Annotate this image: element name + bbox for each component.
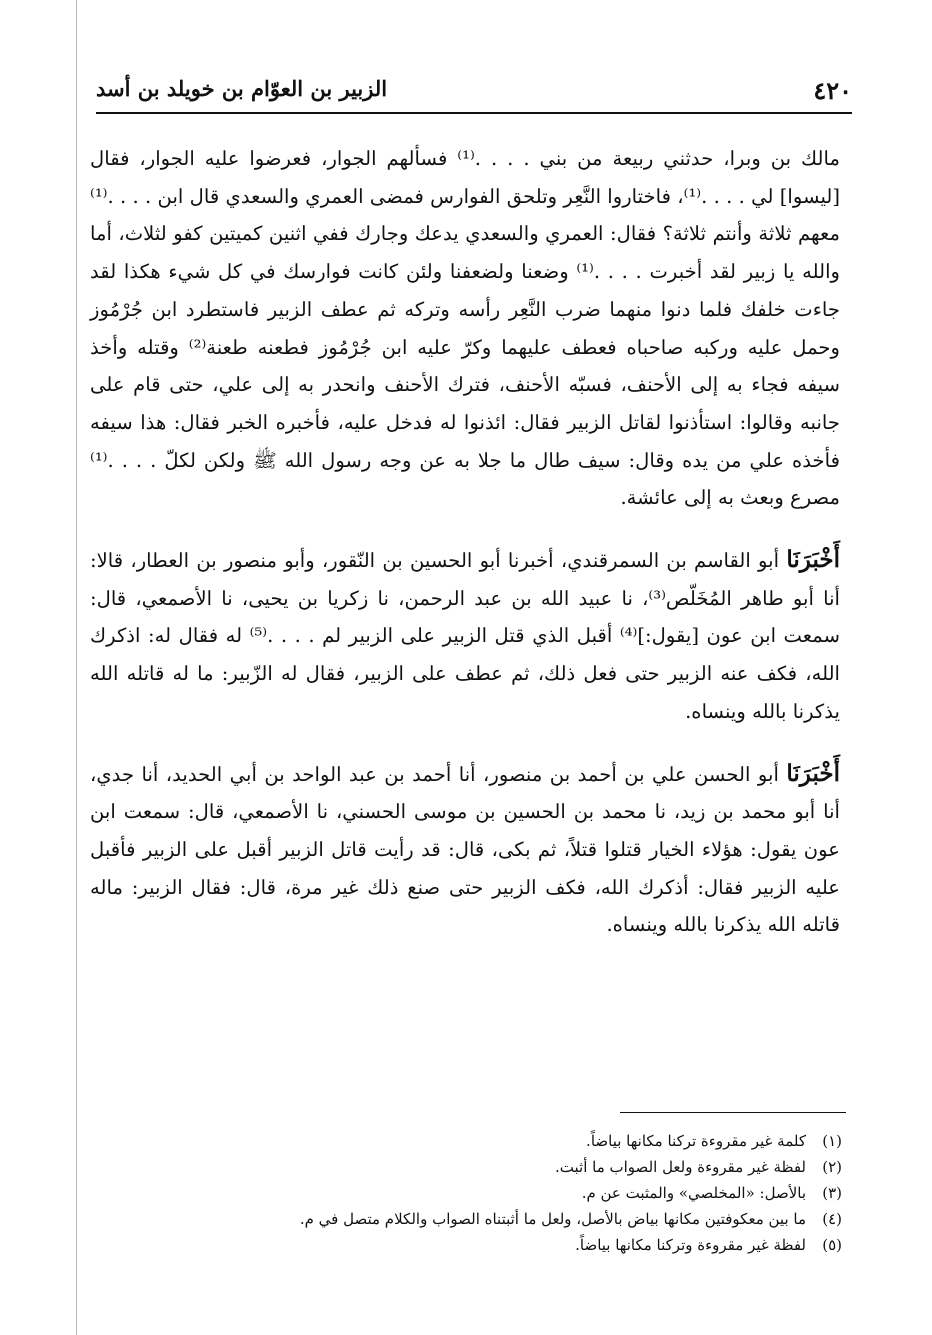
body-text bbox=[90, 140, 840, 944]
header-rule bbox=[96, 112, 852, 114]
running-title: الزبير بن العوّام بن خويلد بن أسد bbox=[96, 76, 388, 101]
page-header bbox=[96, 66, 852, 110]
footnote-number: (٤) bbox=[822, 1210, 842, 1228]
paragraph-text: أبو القاسم بن السمرقندي، أخبرنا أبو الحسين بن النّقور، وأبو منصور بن العطار، قالا: أنا أبو طاهر المُخَلّص⁽³⁾، نا عبيد الله بن عبد الرحمن، نا زكريا بن يحيى، نا الأصمعي، قال: سمعت ابن عون [يقول:]⁽⁴⁾ أقبل الذي قتل الزبير على الزبير لم . . . .⁽⁵⁾ له فقال له: اذكرك الله، فكف عنه الزبير حتى فعل ذلك، ثم عطف على الزبير، فقال له الزّبير: ما له قاتله الله يذكرنا بالله وينساه. bbox=[90, 549, 840, 723]
paragraph-text: مالك بن وبرا، حدثني ربيعة من بني . . . .⁽¹⁾ فسألهم الجوار، فعرضوا عليه الجوار، فقال [ليسوا] لي . . . .⁽¹⁾، فاختاروا النَّعِر وتلحق الفوارس فمضى العمري والسعدي قال ابن . . . .⁽¹⁾ معهم ثلاثة وأنتم ثلاثة؟ فقال: العمري والسعدي يدعك وجارك ففي اثنين كميتين كفو لثلاث، أما والله يا زبير لقد أخبرت . . . .⁽¹⁾ وضعنا ولضعفنا ولئن كانت فوارسك في كل شيء هكذا لقد جاءت خلفك فلما دنوا منهما ضرب النَّعِر رأسه وتركه ثم عطف الزبير فاستطرد ابن جُرْمُوز وحمل عليه وركبه صاحباه فعطف عليهما وكرّ عليه ابن جُرْمُوز فطعنه طعنة⁽²⁾ وقتله وأخذ سيفه فجاء به إلى الأحنف، فسبّه الأحنف، فترك الأحنف وانحدر به إلى علي، حتى قام على جانبه وقالوا: استأذنوا لقاتل الزبير فقال: ائذنوا له فدخل عليه، فأخبره الخبر فقال: هذا سيفه فأخذه علي من يده وقال: سيف طال ما جلا به عن وجه رسول الله ﷺ ولكن لكلّ . . . .⁽¹⁾ مصرع وبعث به إلى عائشة. bbox=[90, 147, 840, 510]
footnote-number: (٢) bbox=[822, 1158, 842, 1176]
footnote-text: ما بين معكوفتين مكانها بياض بالأصل، ولعل ما أثبتناه الصواب والكلام متصل في م. bbox=[299, 1210, 806, 1228]
paragraph bbox=[90, 140, 840, 517]
footnotes bbox=[90, 1128, 842, 1258]
footnote-text: لفظة غير مقروءة وتركنا مكانها بياضاً. bbox=[575, 1236, 806, 1254]
paragraph bbox=[90, 541, 840, 731]
footnote bbox=[90, 1154, 842, 1180]
footnote-rule bbox=[620, 1112, 846, 1113]
paragraph bbox=[90, 755, 840, 945]
footnote-text: بالأصل: «المخلصي» والمثبت عن م. bbox=[581, 1184, 806, 1202]
paragraph-lead: أَخْبَرَنَا bbox=[786, 759, 840, 787]
paragraph-lead: أَخْبَرَنَا bbox=[786, 546, 840, 574]
footnote bbox=[90, 1206, 842, 1232]
footnote-text: لفظة غير مقروءة ولعل الصواب ما أثبت. bbox=[555, 1158, 806, 1176]
footnote-number: (٣) bbox=[822, 1184, 842, 1202]
footnote-number: (١) bbox=[822, 1132, 842, 1150]
footnote-number: (٥) bbox=[822, 1236, 842, 1254]
page-number: ٤٢٠ bbox=[813, 76, 852, 105]
binding-line bbox=[76, 0, 77, 1335]
footnote bbox=[90, 1128, 842, 1154]
footnote bbox=[90, 1232, 842, 1258]
footnote-text: كلمة غير مقروءة تركنا مكانها بياضاً. bbox=[586, 1132, 806, 1150]
footnote bbox=[90, 1180, 842, 1206]
paragraph-text: أبو الحسن علي بن أحمد بن منصور، أنا أحمد بن عبد الواحد بن أبي الحديد، أنا جدي، أنا أبو محمد بن زيد، نا محمد بن الحسين بن موسى الحسني، نا الأصمعي، قال: سمعت ابن عون يقول: هؤلاء الخيار قتلوا قتلاً، ثم بكى، قال: قد رأيت قاتل الزبير أقبل على الزبير فأقبل عليه الزبير فقال: أذكرك الله، فكف الزبير حتى صنع ذلك غير مرة، قال: فقال الزبير: ماله قاتله الله يذكرنا بالله وينساه. bbox=[90, 762, 840, 937]
